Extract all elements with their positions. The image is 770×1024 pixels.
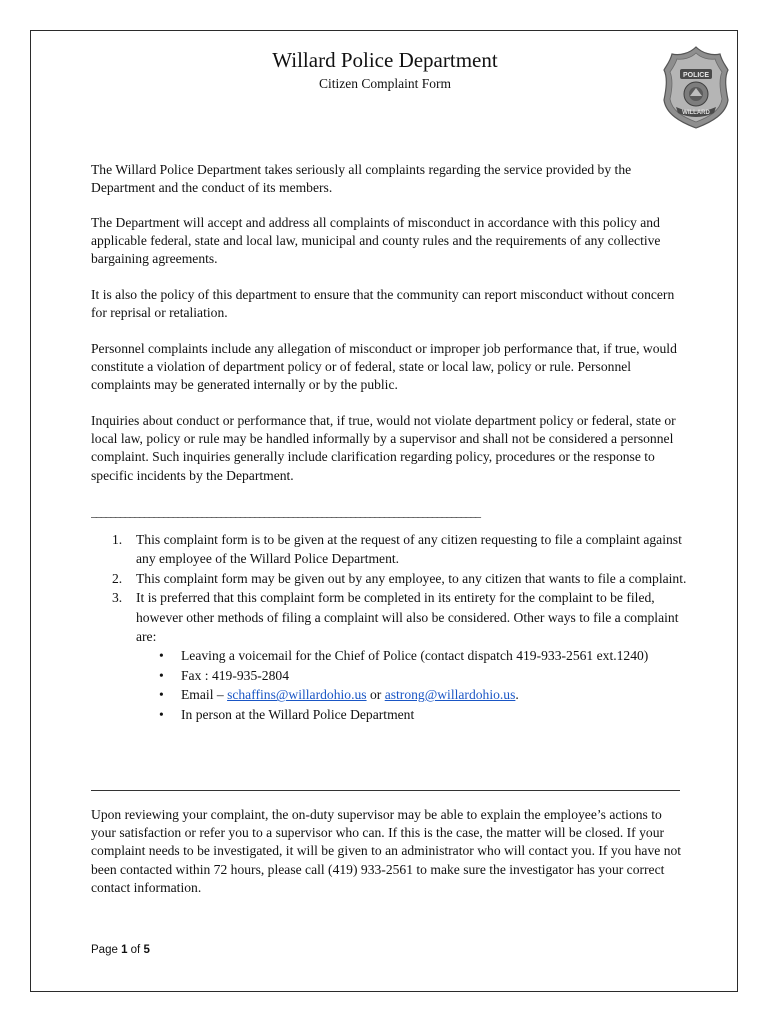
inquiries-paragraph: Inquiries about conduct or performance that, if true, would not violate department policy or federal, state or local law, policy or rule may be handled informally by a supervisor and shall not be considered a personnel complaint. Such inquiries generally include clarification regarding policy, procedures or the response to specific incidents by the Department. <box>91 413 676 483</box>
bullet-text: In person at the Willard Police Department <box>181 706 415 722</box>
personnel-complaints-paragraph: Personnel complaints include any allegation of misconduct or improper job performance that, if true, would constitute a violation of department policy or of federal, state or local law, policy or rule. Personnel complaints may be generated internally or by the public. <box>91 341 677 393</box>
email-prefix: Email – <box>181 687 228 703</box>
bullet-icon: • <box>159 687 164 703</box>
list-item-text: This complaint form is to be given at the request of any citizen requesting to file a complaint against any employee of the Willard Police Department. <box>136 532 682 567</box>
page-of-word: of <box>127 944 144 956</box>
list-item <box>91 569 691 588</box>
intro-paragraph: The Willard Police Department takes seriously all complaints regarding the service provided by the Department and the conduct of its members. <box>91 162 632 196</box>
bullet-icon: • <box>159 706 164 722</box>
bullet-item-in-person <box>136 705 691 724</box>
separator-line: _________________________________________________________________________________ <box>91 505 480 519</box>
instructions-list <box>91 530 691 724</box>
email-link-schaffins[interactable]: schaffins@willardohio.us <box>227 687 367 703</box>
list-item <box>91 530 691 569</box>
bullet-text: Leaving a voicemail for the Chief of Police (contact dispatch 419-933-2561 ext.1240) <box>181 648 649 664</box>
badge-top-text: POLICE <box>682 72 710 79</box>
page-number <box>91 944 150 956</box>
page-title: Willard Police Department <box>272 48 498 72</box>
page-word: Page <box>91 944 122 956</box>
page-subtitle: Citizen Complaint Form <box>319 76 451 91</box>
bullet-icon: • <box>159 667 164 683</box>
bullet-icon: • <box>159 648 164 664</box>
horizontal-divider <box>91 790 680 791</box>
reprisal-paragraph: It is also the policy of this department to ensure that the community can report misconduct without concern for reprisal or retaliation. <box>91 287 675 321</box>
bullet-item-email <box>136 685 691 704</box>
list-item-number: 1. <box>112 532 123 547</box>
badge-bottom-text: WILLARD <box>682 110 710 116</box>
page-current: 1 <box>121 944 128 956</box>
list-item-number: 3. <box>112 590 123 606</box>
bullet-text: Fax : 419-935-2804 <box>181 667 289 683</box>
filing-methods-list <box>136 646 691 724</box>
email-or: or <box>366 687 385 703</box>
police-badge-icon <box>662 44 730 130</box>
email-link-astrong[interactable]: astrong@willardohio.us <box>384 687 516 703</box>
list-item <box>91 588 691 724</box>
policy-paragraph: The Department will accept and address all complaints of misconduct in accordance with this policy and applicable federal, state and local law, municipal and county rules and the requirements of any collective bargaining agreements. <box>91 215 661 267</box>
bullet-item-fax <box>136 666 691 685</box>
email-suffix: . <box>515 687 519 703</box>
bullet-item-voicemail <box>136 646 691 665</box>
list-item-text: It is preferred that this complaint form be completed in its entirety for the complaint to be filed, however other methods of filing a complaint will also be considered. Other ways to file a complaint are: <box>136 590 679 645</box>
review-paragraph: Upon reviewing your complaint, the on-duty supervisor may be able to explain the employee’s actions to your satisfaction or refer you to a supervisor who can. If this is the case, the matter will be closed. If your complaint needs to be investigated, it will be given to an administrator who will contact you. If you have not been contacted within 72 hours, please call (419) 933-2561 to make sure the investigator has your correct contact information. <box>91 807 682 895</box>
list-item-number: 2. <box>112 570 123 586</box>
page-total: 5 <box>143 944 150 956</box>
list-item-text: This complaint form may be given out by any employee, to any citizen that wants to file a complaint. <box>136 570 687 586</box>
